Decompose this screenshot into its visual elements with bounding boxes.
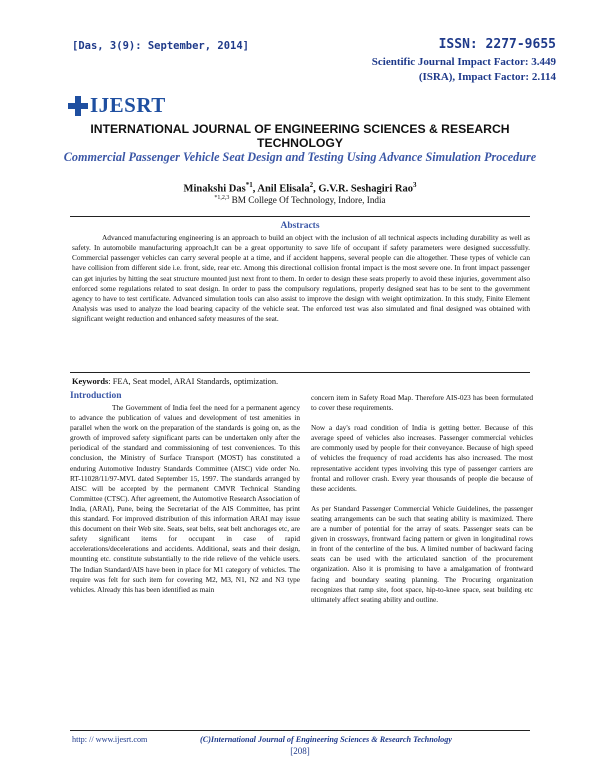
abstract-heading: Abstracts <box>280 221 320 231</box>
author-name: Anil Elisala <box>257 183 310 195</box>
issue-date: [Das, 3(9): September, 2014] <box>72 40 250 52</box>
paragraph: The Government of India feel the need for a permanent agency to advance the publication of values and development of test amenities in parallel when the work on the preparation of the standards is going on, as the growth of improved safety significant parts can be undertaken only after the periodical of the standard and commissioning of test conveniences. To this conclusion, the Ministry of Surface Transport (MOST) has constituted a enduring Automotive Industry Standards Committee (AISC) vide order No. RT-11028/11/97-MVL dated September 15, 1997. The standards arranged by AISC will be accepted by the permanent CMVR Technical Standing Committee (CTSC). After agreement, the Automotive Research Association of India, (ARAI), Pune, being the Secretariat of the AIS Committee, has print this standard. For improved distribution of this information ARAI may issue this document on their Web site. Seats, seat belts, seat belt anchorages etc, are safety significant items for occupant in case of rapid accelerations/decelerations and accidents. Additional, seats and their design, mounting etc. constitute substantially to the ride relieve of the vehicle users. The Indian Standard/AIS have been in place for M1 category of vehicles. The require was felt for such item for covering M2, M3, N1, N2 and N3 type vehicles. Already this has been identified as main <box>70 403 300 594</box>
author-marker: 3 <box>412 181 417 189</box>
plus-icon <box>68 96 88 116</box>
affiliation-text: BM College Of Technology, Indore, India <box>229 195 386 206</box>
paragraph: concern item in Safety Road Map. Therefore AIS-023 has been formulated to cover these requirements. <box>311 393 533 413</box>
column-left <box>70 403 300 605</box>
divider <box>70 372 530 373</box>
abstract-text: Advanced manufacturing engineering is an approach to build an object with the inclusion of all technical aspects including durability as well as safety. In automobile manufacturing approach,It can be a great opportunity to save life of occupant if safety parameters were designed successfully. Commercial passenger vehicles can carry several people at a time, and if accident happens, several people can die altogether. These types of vehicle can have collision from different side i.e. front, side, rear etc. Among this directional collision frontal impact is the most severe one. In front impact passenger can get injuries by hitting the seat structure mounted just next front to them. In order to design these seats properly to avoid these injuries, government also enforced some regulations related to seat design. In order to pass the compulsory regulations, properly designed seat has to be sent to the government agency to have to test certificate. Advanced simulation tools can also assist to improve the design with weight optimization. In this study, Finite Element Analysis was used to analyze the load bearing capacity of the vehicle seat. The enforced test was also simulated and final designed was obtained with significant weight reduction and enhanced safety measures of the seat. <box>72 233 530 324</box>
journal-url-link[interactable]: http: // www.ijesrt.com <box>72 735 148 744</box>
divider <box>70 216 530 217</box>
author-name: Minakshi Das <box>183 183 246 195</box>
journal-title: INTERNATIONAL JOURNAL OF ENGINEERING SCIENCES & RESEARCH TECHNOLOGY <box>90 122 510 150</box>
author-marker: *1 <box>245 181 253 189</box>
paragraph: As per Standard Passenger Commercial Vehicle Guidelines, the passenger seating arrangements can be such that seating ability is maximized. There are a number of potential for the array of seats. Passenger seats can be given in crossways, frontward facing pattern or given in longitudinal rows in front of the centerline of the bus. A limited number of backward facing seats can be used with the articulated sanction of the procurement organization. Also it is promising to have a amalgamation of frontward facing and boundary seating planning. The Procuring organization recognizes that ramp site, foot space, hip-to-knee space, seat building etc ultimately affect seating ability and outline. <box>311 503 533 604</box>
footer-divider <box>70 730 530 731</box>
logo-text: IJESRT <box>90 93 166 117</box>
affiliation-marker: *1,2,3 <box>214 195 230 201</box>
isra-impact-factor: (ISRA), Impact Factor: 2.114 <box>418 71 556 83</box>
author-list: Minakshi Das$^{*1}$, Anil Elisala$^2$, G.V.R. Seshagiri Rao$^3$ <box>183 181 417 195</box>
paragraph: Now a day's road condition of India is getting better. Because of this average speed of vehicles also increases. Passenger commercial vehicles are commonly used by people for their conveyance. Because of high speed of vehicles the frequency of road accidents has also increased. The most representative accident types involving this type of passenger carriers are frontal and rollover crash. Every year thousands of people die because of these accidents. <box>311 423 533 493</box>
affiliation <box>60 195 540 205</box>
issn: ISSN: 2277-9655 <box>438 37 556 52</box>
sjif-impact-factor: Scientific Journal Impact Factor: 3.449 <box>371 56 556 68</box>
page-number: [208] <box>290 746 310 756</box>
keywords-label: Keywords <box>72 377 109 386</box>
introduction-heading: Introduction <box>70 391 122 401</box>
journal-logo <box>68 93 166 118</box>
column-right <box>311 393 533 615</box>
copyright-citation: (C)International Journal of Engineering Sciences & Research Technology <box>200 735 452 744</box>
author-marker: 2 <box>309 181 314 189</box>
keywords <box>72 377 278 386</box>
paper-title: Commercial Passenger Vehicle Seat Design and Testing Using Advance Simulation Procedure <box>63 150 537 164</box>
keywords-text: : FEA, Seat model, ARAI Standards, optimization. <box>108 377 279 386</box>
author-name: G.V.R. Seshagiri Rao <box>318 183 413 195</box>
